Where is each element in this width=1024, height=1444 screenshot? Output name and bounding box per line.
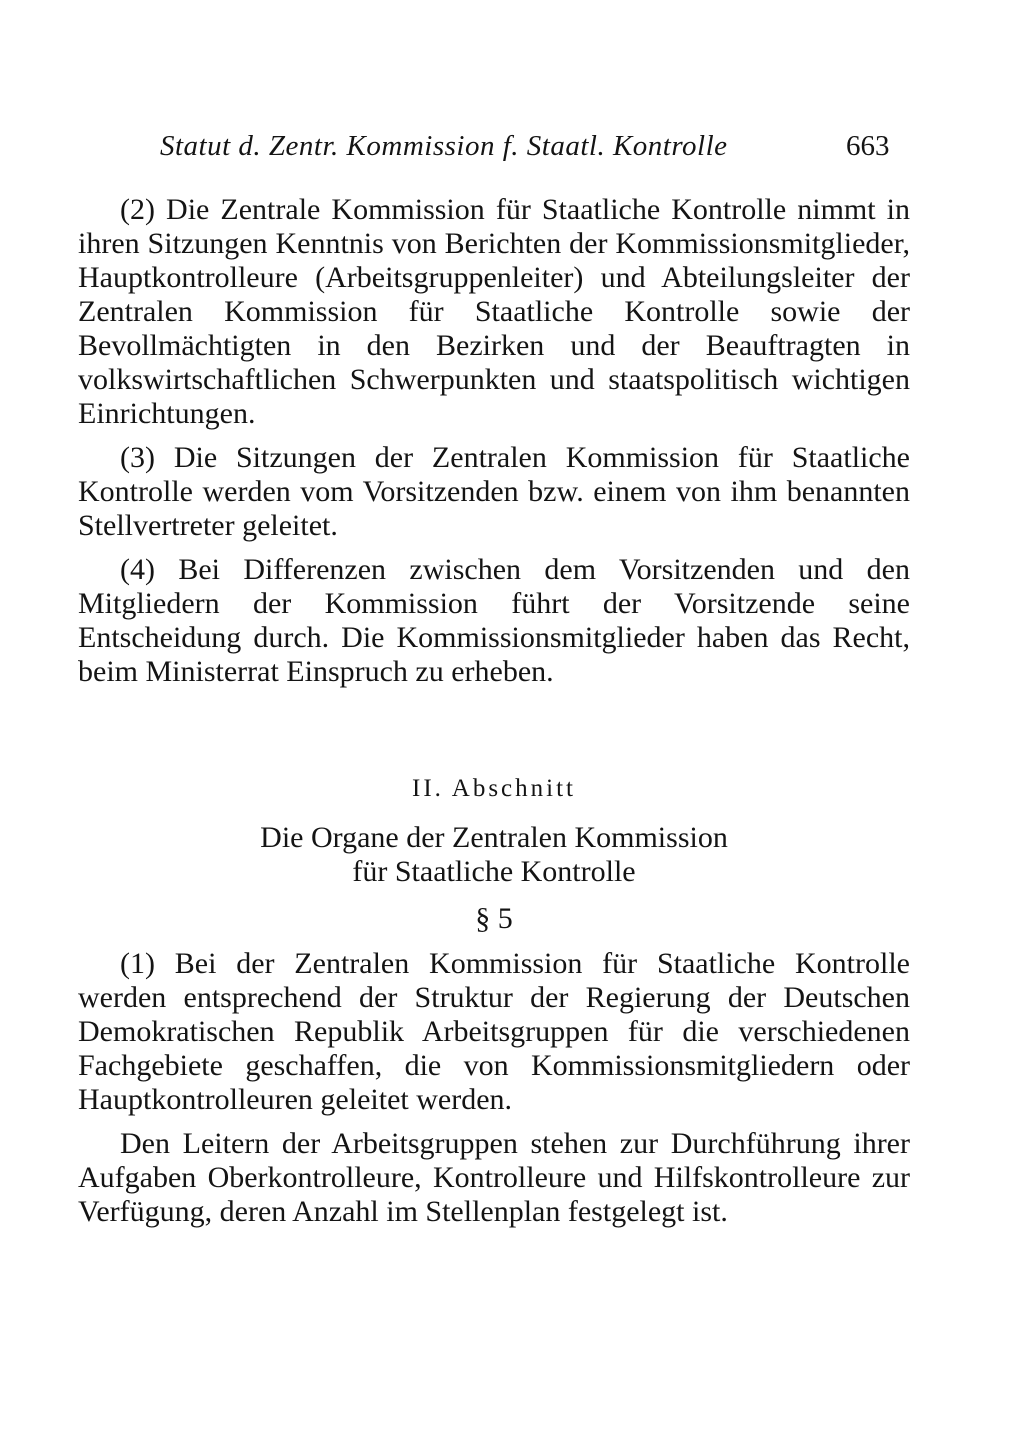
paragraph-sign: § 5 — [475, 902, 513, 935]
paragraph-5-2: Den Leitern der Arbeitsgruppen stehen zur Durchführung ihrer Aufgaben Oberkontrolleure, Kontrolleure und Hilfskontrolleure zur Verfügung, deren Anzahl im Stellenplan festgelegt ist. — [78, 1127, 910, 1228]
paragraph-2: (2) Die Zentrale Kommission für Staatliche Kontrolle nimmt in ihren Sitzungen Kenntnis von Berichten der Kommissionsmitglieder, Hauptkontrolleure (Arbeitsgruppenleiter) und Abteilungsleiter der Zentralen Kommission für Staatliche Kontrolle sowie der Bevollmächtigten in den Bezirken und der Beauftragten in volkswirtschaftlichen Schwerpunkten und staatspolitisch wichtigen Einrichtungen. — [78, 193, 910, 430]
section-label: II. Abschnitt — [412, 775, 576, 802]
section-title-line-1: Die Organe der Zentralen Kommission — [260, 821, 728, 854]
running-head: Statut d. Zentr. Kommission f. Staatl. Kontrolle — [160, 130, 728, 162]
section-title-line-2: für Staatliche Kontrolle — [352, 855, 636, 888]
section-one-body — [78, 193, 910, 689]
section-two-body — [78, 947, 910, 1229]
paragraph-3: (3) Die Sitzungen der Zentralen Kommission für Staatliche Kontrolle werden vom Vorsitzenden bzw. einem von ihm benannten Stellvertreter geleitet. — [78, 441, 910, 542]
page-number: 663 — [846, 130, 890, 162]
paragraph-4: (4) Bei Differenzen zwischen dem Vorsitzenden und den Mitgliedern der Kommission führt der Vorsitzende seine Entscheidung durch. Die Kommissionsmitglieder haben das Recht, beim Ministerrat Einspruch zu erheben. — [78, 553, 910, 688]
section-title — [78, 821, 910, 889]
paragraph-5-1: (1) Bei der Zentralen Kommission für Staatliche Kontrolle werden entsprechend der Struktur der Regierung der Deutschen Demokratischen Republik Arbeitsgruppen für die verschiedenen Fachgebiete geschaffen, die von Kommissionsmitgliedern oder Hauptkontrolleuren geleitet werden. — [78, 947, 910, 1116]
